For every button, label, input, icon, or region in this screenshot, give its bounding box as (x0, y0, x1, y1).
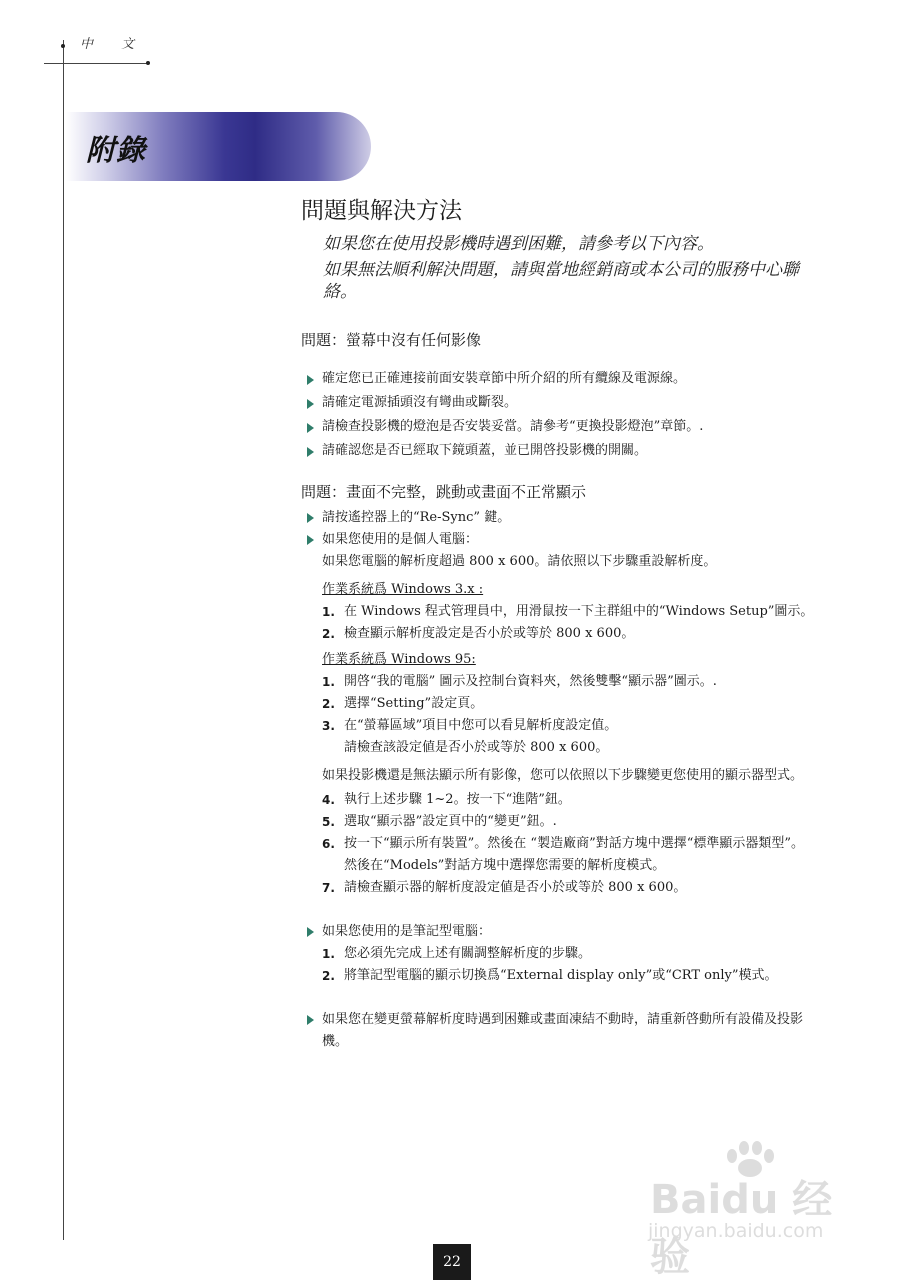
step-check: 請檢查該設定値是否小於或等於 800 x 600。 (344, 740, 609, 755)
problem-2-heading: 問題：畫面不完整，跳動或畫面不正常顯示 (301, 483, 587, 501)
margin-horizontal-line (44, 63, 148, 64)
language-header: 中 文 (80, 37, 147, 52)
page-number: 22 (433, 1244, 471, 1280)
intro (301, 233, 816, 303)
step-item: 3. 在“螢幕區域”項目中您可以看見解析度設定值。 (322, 718, 618, 733)
triangle-bullet-icon (307, 423, 314, 433)
step-item: 1. 開啓“我的電腦” 圖示及控制台資料夾，然後雙擊“顯示器”圖示。. (322, 674, 717, 689)
os-label-win3: 作業系統爲 Windows 3.x : (322, 582, 484, 597)
triangle-bullet-icon (307, 447, 314, 457)
watermark-logo: Baidu 经验 (650, 1177, 833, 1280)
step-item: 1. 在 Windows 程式管理員中，用滑鼠按一下主群組中的“Windows Setup”圖示。 (322, 604, 814, 619)
triangle-bullet-icon (307, 927, 314, 937)
page-title: 問題與解決方法 (301, 198, 462, 224)
os-label-win95: 作業系統爲 Windows 95: (322, 652, 476, 667)
bullet-item: 請按遙控器上的“Re-Sync” 鍵。 (301, 507, 816, 529)
bullet-item: 如果您使用的是筆記型電腦： (301, 921, 816, 943)
baidu-watermark (640, 1140, 870, 1280)
problem-1-heading: 問題：螢幕中沒有任何影像 (301, 331, 482, 349)
step-item: 2. 檢查顯示解析度設定是否小於或等於 800 x 600。 (322, 626, 635, 641)
step-item: 2. 選擇“Setting”設定頁。 (322, 696, 484, 711)
triangle-bullet-icon (307, 1015, 314, 1025)
step-item: 4. 執行上述步驟 1~2。按一下“進階”鈕。 (322, 792, 571, 807)
intro-line-1: 如果您在使用投影機時遇到困難，請參考以下內容。 (323, 234, 714, 254)
step-item: 7. 請檢查顯示器的解析度設定値是否小於或等於 800 x 600。 (322, 880, 687, 895)
bullet-item: 如果您在變更螢幕解析度時遇到困難或畫面凍結不動時，請重新啓動所有設備及投影機。 (301, 1009, 816, 1053)
resolution-note: 如果您電腦的解析度超過 800 x 600。請依照以下步驟重設解析度。 (322, 554, 717, 569)
bullet-item: 確定您已正確連接前面安裝章節中所介紹的所有纜線及電源線。 (301, 367, 816, 391)
triangle-bullet-icon (307, 375, 314, 385)
margin-dot-top (61, 44, 65, 48)
banner-title: 附錄 (86, 133, 147, 167)
step-item: 2. 將筆記型電腦的顯示切換爲“External display only”或“CRT only”模式。 (322, 968, 778, 983)
margin-dot-right (146, 61, 150, 65)
watermark-url: jingyan.baidu.com (648, 1220, 824, 1242)
triangle-bullet-icon (307, 399, 314, 409)
bullet-item: 如果您使用的是個人電腦： (301, 529, 816, 551)
step-item: 6. 按一下“顯示所有裝置”。然後在 “製造廠商”對話方塊中選擇“標準顯示器類型”。然後在“Models”對話方塊中選擇您需要的解析度模式。 (322, 836, 805, 873)
step-item: 1. 您必須先完成上述有關調整解析度的步驟。 (322, 946, 592, 961)
still-note: 如果投影機還是無法顯示所有影像，您可以依照以下步驟變更您使用的顯示器型式。 (322, 768, 804, 783)
triangle-bullet-icon (307, 535, 314, 545)
margin-vertical-line (63, 40, 64, 1240)
bullet-item: 請確認您是否已經取下鏡頭蓋，並已開啓投影機的開關。 (301, 439, 816, 463)
main-content (301, 195, 816, 1053)
bullet-item: 請檢查投影機的燈泡是否安裝妥當。請參考“更換投影燈泡”章節。. (301, 415, 816, 439)
bullet-item: 請確定電源插頭沒有彎曲或斷裂。 (301, 391, 816, 415)
triangle-bullet-icon (307, 513, 314, 523)
step-item: 5. 選取“顯示器”設定頁中的“變更”鈕。. (322, 814, 557, 829)
intro-line-2: 如果無法順利解決問題，請與當地經銷商或本公司的服務中心聯絡。 (323, 260, 799, 302)
